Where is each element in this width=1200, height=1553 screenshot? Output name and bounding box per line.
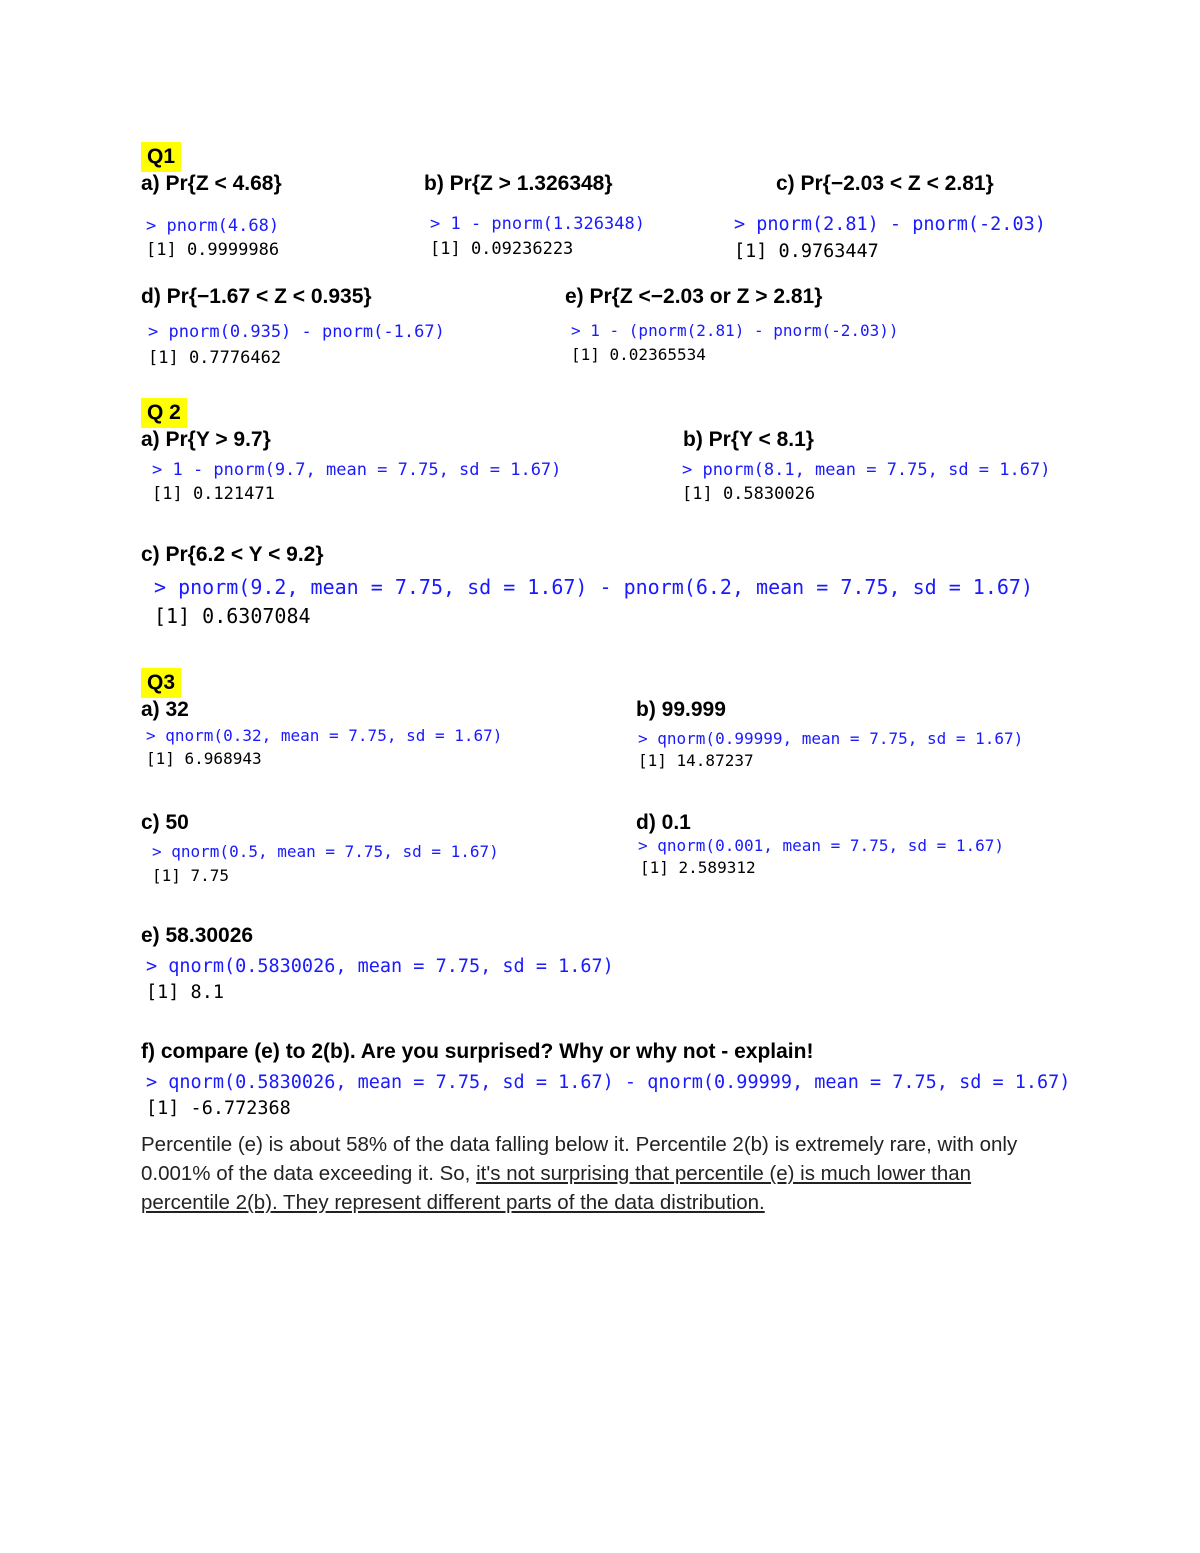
- explanation-text: Percentile (e) is about 58% of the data falling below it. Percentile 2(b) is extremely rare, with only 0.001% of the data exceeding it. So,: [141, 1133, 1018, 1185]
- q2c-label: c) Pr{6.2 < Y < 9.2}: [141, 543, 324, 566]
- q1e-command: > 1 - (pnorm(2.81) - pnorm(-2.03)): [571, 321, 899, 340]
- q3c-command: > qnorm(0.5, mean = 7.75, sd = 1.67): [152, 842, 499, 861]
- q2c-output: [1] 0.6307084: [154, 604, 311, 628]
- q2-heading: Q 2: [141, 398, 187, 428]
- q1c-label: c) Pr{−2.03 < Z < 2.81}: [776, 172, 994, 195]
- q3a-command: > qnorm(0.32, mean = 7.75, sd = 1.67): [146, 726, 503, 745]
- explanation-underlined-text: it's not surprising that percentile (e) is much lower than percentile 2(b). They represent different parts of the data distribution.: [141, 1162, 972, 1214]
- explanation-paragraph: [141, 1130, 1041, 1217]
- q3e-label: e) 58.30026: [141, 924, 254, 947]
- q3b-label: b) 99.999: [636, 698, 726, 721]
- q2b-label: b) Pr{Y < 8.1}: [683, 428, 814, 451]
- q1d-label: d) Pr{−1.67 < Z < 0.935}: [141, 285, 372, 308]
- q2a-command: > 1 - pnorm(9.7, mean = 7.75, sd = 1.67): [152, 460, 562, 480]
- q1a-label: a) Pr{Z < 4.68}: [141, 172, 282, 195]
- q1c-command: > pnorm(2.81) - pnorm(-2.03): [734, 214, 1046, 235]
- q3d-command: > qnorm(0.001, mean = 7.75, sd = 1.67): [638, 836, 1005, 855]
- q2a-label: a) Pr{Y > 9.7}: [141, 428, 271, 451]
- q1b-output: [1] 0.09236223: [430, 239, 574, 259]
- q2c-command: > pnorm(9.2, mean = 7.75, sd = 1.67) - pnorm(6.2, mean = 7.75, sd = 1.67): [154, 575, 1033, 599]
- q1-heading: Q1: [141, 142, 181, 172]
- q3f-output: [1] -6.772368: [146, 1098, 291, 1119]
- q3b-command: > qnorm(0.99999, mean = 7.75, sd = 1.67): [638, 729, 1024, 748]
- q3e-output: [1] 8.1: [146, 982, 224, 1003]
- q2b-command: > pnorm(8.1, mean = 7.75, sd = 1.67): [682, 460, 1051, 480]
- q1e-label: e) Pr{Z <−2.03 or Z > 2.81}: [565, 285, 823, 308]
- q3c-label: c) 50: [141, 811, 189, 834]
- q2b-output: [1] 0.5830026: [682, 484, 816, 504]
- q2a-output: [1] 0.121471: [152, 484, 275, 504]
- q3f-label: f) compare (e) to 2(b). Are you surprised? Why or why not - explain!: [141, 1040, 814, 1063]
- q3-heading: Q3: [141, 668, 181, 698]
- q1e-output: [1] 0.02365534: [571, 345, 706, 364]
- q1d-command: > pnorm(0.935) - pnorm(-1.67): [148, 322, 445, 342]
- q1c-output: [1] 0.9763447: [734, 241, 879, 262]
- q3e-command: > qnorm(0.5830026, mean = 7.75, sd = 1.67): [146, 956, 614, 977]
- q3a-label: a) 32: [141, 698, 189, 721]
- q1d-output: [1] 0.7776462: [148, 348, 282, 368]
- q3c-output: [1] 7.75: [152, 866, 230, 885]
- q1a-command: > pnorm(4.68): [146, 216, 280, 236]
- q3b-output: [1] 14.87237: [638, 751, 754, 770]
- q1a-output: [1] 0.9999986: [146, 240, 280, 260]
- q3f-command: > qnorm(0.5830026, mean = 7.75, sd = 1.67) - qnorm(0.99999, mean = 7.75, sd = 1.67): [146, 1072, 1071, 1093]
- q3d-output: [1] 2.589312: [640, 858, 756, 877]
- q1b-command: > 1 - pnorm(1.326348): [430, 214, 645, 234]
- q1b-label: b) Pr{Z > 1.326348}: [424, 172, 613, 195]
- q3d-label: d) 0.1: [636, 811, 691, 834]
- q3a-output: [1] 6.968943: [146, 749, 262, 768]
